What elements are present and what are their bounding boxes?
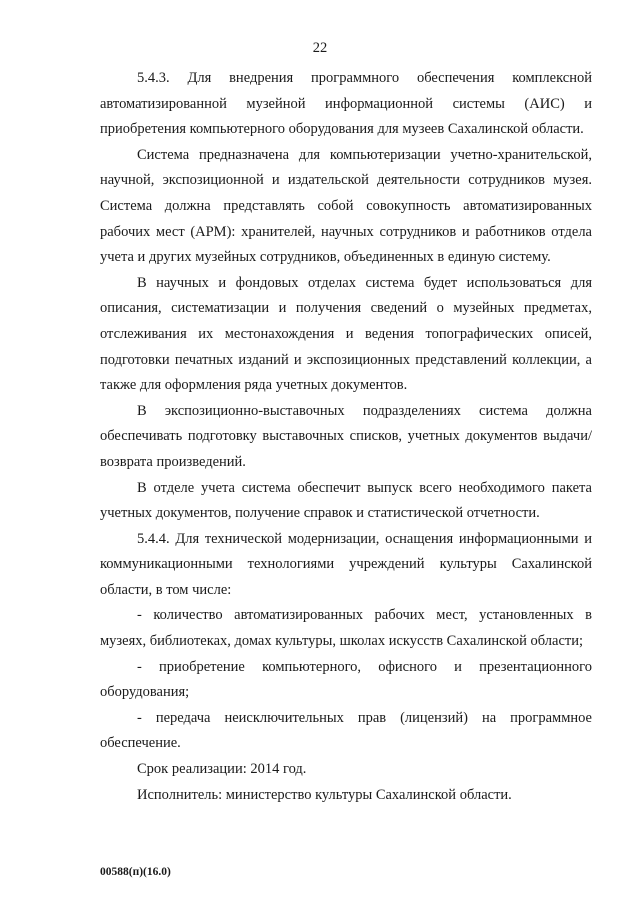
paragraph-scientific-departments: В научных и фондовых отделах система будет использоваться для описания, систематизации и получения сведений о музейных предметах, отслеживания их местонахождения и ведения топографических описей, подготовки печатных изданий и экспозиционных представлений коллекции, а также для оформления ряда учетных документов. [100, 274, 592, 394]
document-body [100, 66, 592, 808]
paragraph-exhibition-divisions: В экспозиционно-выставочных подразделениях система должна обеспечивать подготовку выставочных списков, учетных документов выдачи/возврата произведений. [100, 402, 592, 470]
list-item-workstations: - количество автоматизированных рабочих мест, установленных в музеях, библиотеках, домах культуры, школах искусств Сахалинской области; [100, 607, 592, 650]
paragraph-5-4-4: 5.4.4. Для технической модернизации, оснащения информационными и коммуникационными технологиями учреждений культуры Сахалинской области, в том числе: [100, 530, 592, 598]
executor: Исполнитель: министерство культуры Сахалинской области. [137, 786, 512, 803]
page-number: 22 [312, 40, 328, 56]
paragraph-accounting-department: В отделе учета система обеспечит выпуск всего необходимого пакета учетных документов, получение справок и статистической отчетности. [100, 479, 592, 522]
list-item-licenses: - передача неисключительных прав (лицензий) на программное обеспечение. [100, 709, 592, 752]
document-code: 00588(п)(16.0) [100, 866, 171, 878]
list-item-equipment: - приобретение компьютерного, офисного и презентационного оборудования; [100, 658, 592, 701]
paragraph-system-purpose: Система предназначена для компьютеризации учетно-хранительской, научной, экспозиционной и издательской деятельности сотрудников музея. Система должна представлять собой совокупность автоматизированных рабочих мест (АРМ): хранителей, научных сотрудников и работников отдела учета и других музейных сотрудников, объединенных в единую систему. [100, 146, 592, 266]
paragraph-5-4-3: 5.4.3. Для внедрения программного обеспечения комплексной автоматизированной музейной информационной системы (АИС) и приобретения компьютерного оборудования для музеев Сахалинской области. [100, 70, 592, 138]
implementation-period: Срок реализации: 2014 год. [137, 761, 307, 778]
